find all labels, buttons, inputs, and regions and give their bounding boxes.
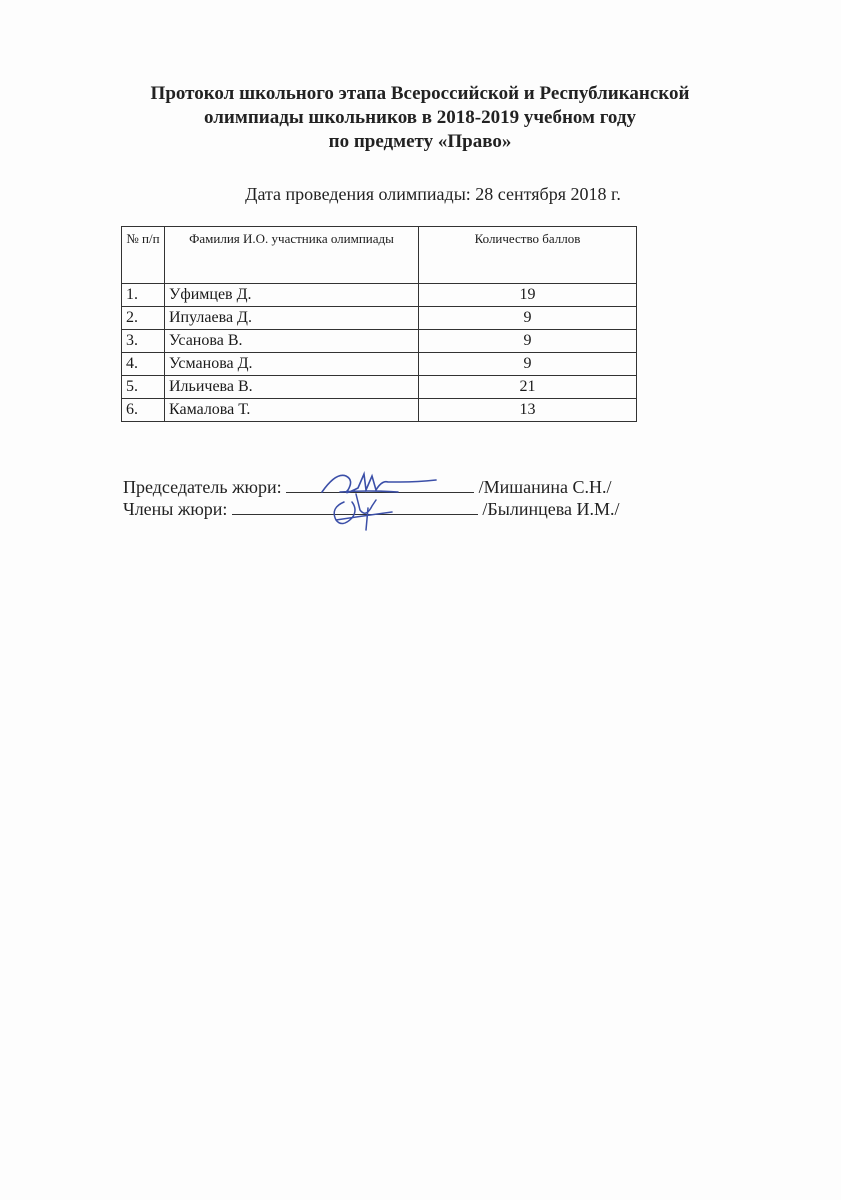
- table-row: [122, 307, 637, 330]
- participant-score: 9: [419, 353, 637, 376]
- participant-score: 21: [419, 376, 637, 399]
- participant-name: Ильичева В.: [165, 376, 419, 399]
- row-number: 4.: [122, 353, 165, 376]
- row-number: 5.: [122, 376, 165, 399]
- chair-label: Председатель жюри:: [123, 477, 282, 497]
- members-name: /Былинцева И.М./: [482, 499, 620, 519]
- row-number: 3.: [122, 330, 165, 353]
- table-row: [122, 376, 637, 399]
- table-row: [122, 284, 637, 307]
- table-row: [122, 353, 637, 376]
- participant-name: Ипулаева Д.: [165, 307, 419, 330]
- member-handwritten-signature: [322, 490, 402, 534]
- table-row: [122, 399, 637, 422]
- olympiad-date: Дата проведения олимпиады: 28 сентября 2018 г.: [245, 184, 621, 204]
- table-row: [122, 330, 637, 353]
- participant-name: Уфимцев Д.: [165, 284, 419, 307]
- participant-score: 9: [419, 307, 637, 330]
- participant-score: 19: [419, 284, 637, 307]
- participant-name: Камалова Т.: [165, 399, 419, 422]
- header-number: № п/п: [122, 227, 165, 284]
- participant-name: Усманова Д.: [165, 353, 419, 376]
- title-line-1: Протокол школьного этапа Всероссийской и Республиканской: [150, 83, 690, 104]
- header-score: Количество баллов: [419, 227, 637, 284]
- results-table: [121, 226, 637, 422]
- members-label: Члены жюри:: [123, 499, 228, 519]
- participant-score: 9: [419, 330, 637, 353]
- title-line-3: по предмету «Право»: [328, 131, 512, 152]
- row-number: 6.: [122, 399, 165, 422]
- chair-name: /Мишанина С.Н./: [478, 477, 612, 497]
- participant-score: 13: [419, 399, 637, 422]
- document-title: [60, 82, 780, 154]
- title-line-2: олимпиады школьников в 2018-2019 учебном году: [204, 107, 636, 128]
- row-number: 1.: [122, 284, 165, 307]
- table-header-row: [122, 227, 637, 284]
- participant-name: Усанова В.: [165, 330, 419, 353]
- header-participant-name: Фамилия И.О. участника олимпиады: [165, 227, 419, 284]
- row-number: 2.: [122, 307, 165, 330]
